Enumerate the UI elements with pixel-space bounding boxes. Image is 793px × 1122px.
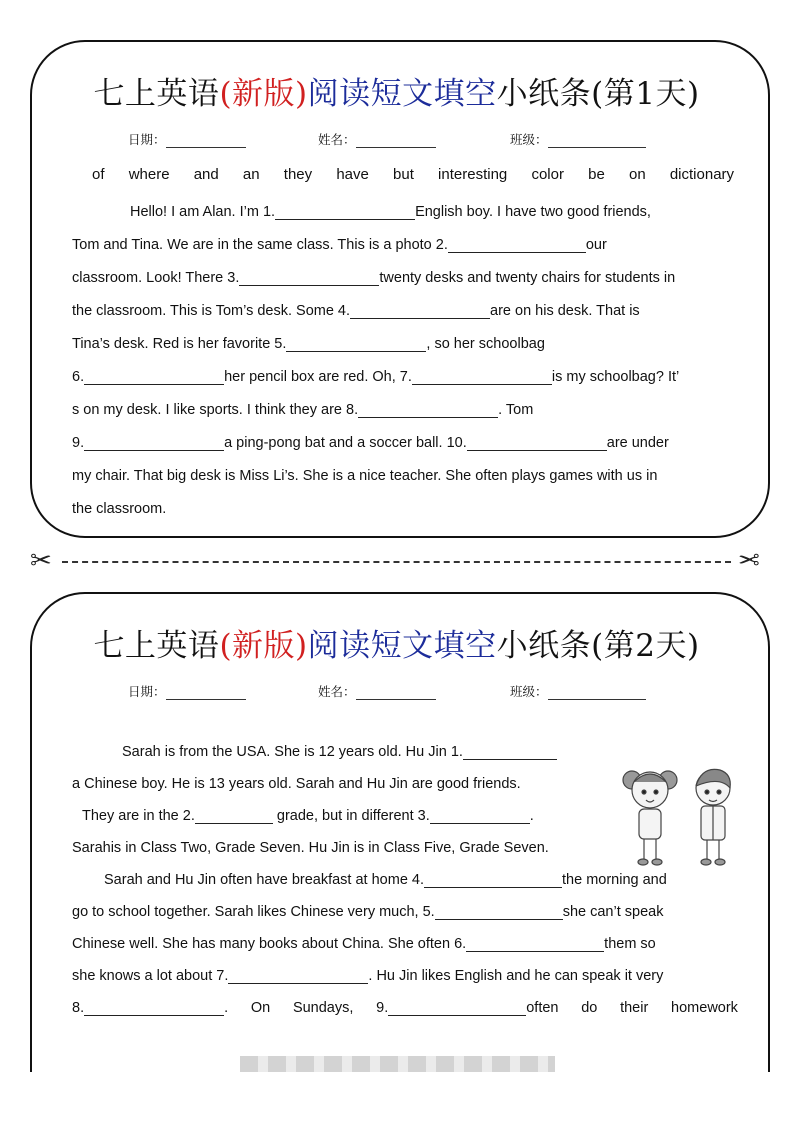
answer-blank-2[interactable] [448, 238, 586, 253]
title-part-grade: 七上英语 [93, 628, 220, 664]
answer-blank-5[interactable] [435, 905, 563, 920]
answer-blank-3[interactable] [239, 271, 379, 286]
passage2-line: a Chinese boy. He is 13 years old. Sarah and Hu Jin are good friends. [72, 776, 521, 792]
answer-blank-5[interactable] [286, 337, 426, 352]
answer-blank-8[interactable] [358, 403, 498, 418]
boy-figure [696, 769, 730, 865]
scissors-icon: ✂ [30, 545, 52, 575]
title-part-edition: (新版) [219, 628, 308, 664]
word-bank-item: interesting [438, 166, 508, 183]
passage1-line: Tina’s desk. Red is her favorite 5. , so her schoolbag [72, 336, 545, 352]
day2-title [0, 620, 793, 665]
answer-blank-2[interactable] [195, 809, 273, 824]
passage2-line: go to school together. Sarah likes Chinese very much, 5. she can’t speak [72, 904, 664, 920]
answer-blank-4[interactable] [424, 873, 562, 888]
worksheet-day1-card [30, 40, 770, 538]
scissors-icon: ✂ [738, 545, 760, 575]
answer-blank-7[interactable] [228, 969, 368, 984]
word-bank-item: of [92, 166, 105, 183]
word-bank-item: an [242, 166, 260, 183]
blurred-footer-watermark [240, 1056, 555, 1072]
girl-figure [623, 771, 677, 865]
title-part-topic: 阅读短文填空 [307, 76, 497, 112]
word-bank [92, 166, 734, 183]
answer-blank-6[interactable] [84, 370, 224, 385]
answer-blank-3[interactable] [430, 809, 530, 824]
word-bank-item: on [628, 166, 646, 183]
day2-name-field[interactable]: 姓名： [318, 682, 436, 700]
passage1-line: 9. a ping-pong bat and a soccer ball. 10. are under [72, 435, 669, 451]
passage2-line: Chinese well. She has many books about China. She often 6. them so [72, 936, 656, 952]
word-bank-item: dictionary [669, 166, 735, 183]
passage1-line: the classroom. [72, 501, 167, 517]
word-bank-item: they [283, 166, 313, 183]
answer-blank-6[interactable] [466, 937, 604, 952]
passage2-line: They are in the 2. grade, but in different 3. . [82, 808, 534, 824]
passage1-line: classroom. Look! There 3. twenty desks and twenty chairs for students in [72, 270, 676, 286]
answer-blank-7[interactable] [412, 370, 552, 385]
passage1-line: the classroom. This is Tom’s desk. Some 4. are on his desk. That is [72, 303, 640, 319]
passage1-line: Hello! I am Alan. I’m 1. English boy. I have two good friends, [130, 204, 651, 220]
answer-blank-10[interactable] [467, 436, 607, 451]
title-part-edition: (新版) [219, 76, 308, 112]
answer-blank-1[interactable] [275, 205, 415, 220]
passage1-line: my chair. That big desk is Miss Li’s. She is a nice teacher. She often plays games with us in [72, 468, 658, 484]
title-part-topic: 阅读短文填空 [307, 628, 497, 664]
word-bank-item: be [588, 166, 605, 183]
kids-illustration [610, 760, 750, 870]
title-part-grade: 七上英语 [93, 76, 220, 112]
word-bank-item: and [193, 166, 219, 183]
day2-date-field[interactable]: 日期： [128, 682, 246, 700]
word-bank-item: where [128, 166, 170, 183]
word-bank-item: have [336, 166, 369, 183]
day1-class-field[interactable]: 班级： [510, 130, 646, 148]
day1-date-field[interactable]: 日期： [128, 130, 246, 148]
answer-blank-8[interactable] [84, 1001, 224, 1016]
passage1-line: s on my desk. I like sports. I think they are 8. . Tom [72, 402, 534, 418]
answer-blank-9[interactable] [84, 436, 224, 451]
cut-line-divider [62, 561, 731, 563]
passage2-line: Sarah and Hu Jin often have breakfast at home 4. the morning and [104, 872, 667, 888]
word-bank-item: but [393, 166, 414, 183]
answer-blank-4[interactable] [350, 304, 490, 319]
title-part-day: 小纸条(第1天) [496, 76, 700, 112]
word-bank-item: color [531, 166, 564, 183]
day1-title [0, 68, 793, 113]
passage1-line: Tom and Tina. We are in the same class. This is a photo 2. our [72, 237, 607, 253]
passage2-line: 8. . On Sundays, 9. often do their homework [72, 1000, 738, 1016]
answer-blank-9[interactable] [388, 1001, 526, 1016]
day1-name-field[interactable]: 姓名： [318, 130, 436, 148]
day2-class-field[interactable]: 班级： [510, 682, 646, 700]
title-part-day: 小纸条(第2天) [496, 628, 700, 664]
passage2-line: Sarah is from the USA. She is 12 years old. Hu Jin 1. [122, 744, 557, 760]
answer-blank-1[interactable] [463, 745, 557, 760]
passage2-line: Sarahis in Class Two, Grade Seven. Hu Jin is in Class Five, Grade Seven. [72, 840, 549, 856]
passage2-line: she knows a lot about 7. . Hu Jin likes English and he can speak it very [72, 968, 664, 984]
passage1-line: 6. her pencil box are red. Oh, 7. is my schoolbag? It’ [72, 369, 680, 385]
